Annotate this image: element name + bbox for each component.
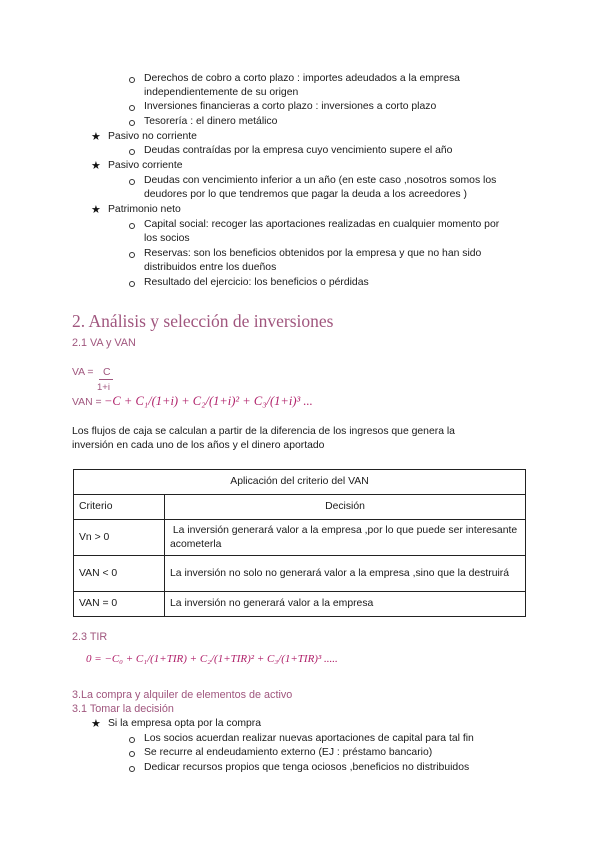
paragraph-line: inversión en cada uno de los años y el dinero aportado xyxy=(72,440,325,451)
table-row xyxy=(74,556,526,592)
list-item: Los socios acuerdan realizar nuevas aportaciones de capital para tal fin xyxy=(144,733,474,744)
list-item: Resultado del ejercicio: los beneficios o pérdidas xyxy=(144,277,369,288)
table-cell-decision: La inversión no solo no generará valor a la empresa ,sino que la destruirá xyxy=(165,556,526,592)
van-label: VAN = xyxy=(72,397,102,408)
list-item: Reservas: son los beneficios obtenidos por la empresa y que no han sido xyxy=(144,248,482,259)
table-cell-criterio: VAN < 0 xyxy=(74,556,165,592)
list-heading-pasivo-no-corriente: Pasivo no corriente xyxy=(108,131,197,142)
star-bullet-icon: ★ xyxy=(91,718,101,730)
bullet-circle xyxy=(129,223,135,229)
bullet-circle xyxy=(129,120,135,126)
subsection-3-1-heading: 3.1 Tomar la decisión xyxy=(72,703,174,715)
va-numerator: C xyxy=(103,367,111,378)
va-denominator: 1+i xyxy=(97,382,110,393)
bullet-circle xyxy=(129,737,135,743)
bullet-circle xyxy=(129,105,135,111)
list-heading-patrimonio-neto: Patrimonio neto xyxy=(108,204,181,215)
table-row xyxy=(74,592,526,617)
table-header-criterio: Criterio xyxy=(74,495,165,520)
list-item: Capital social: recoger las aportaciones realizadas en cualquier momento por xyxy=(144,219,500,230)
table-cell-criterio: VAN = 0 xyxy=(74,592,165,617)
bullet-circle xyxy=(129,149,135,155)
van-criteria-table xyxy=(73,469,526,617)
list-item: Derechos de cobro a corto plazo : importes adeudados a la empresa xyxy=(144,73,460,84)
table-cell-decision: La inversión no generará valor a la empresa xyxy=(165,592,526,617)
van-handwritten-formula: −C + C₁/(1+i) + C₂/(1+i)² + C₃/(1+i)³ ... xyxy=(104,394,313,408)
bullet-circle xyxy=(129,77,135,83)
list-item: Deudas contraídas por la empresa cuyo vencimiento supere el año xyxy=(144,145,453,156)
table-cell-decision: La inversión generará valor a la empresa ,por lo que puede ser interesante acometerla xyxy=(165,520,526,556)
star-bullet-icon: ★ xyxy=(91,160,101,172)
bullet-circle xyxy=(129,281,135,287)
table-cell-criterio: Vn > 0 xyxy=(74,520,165,556)
section-2-heading: 2. Análisis y selección de inversiones xyxy=(72,311,334,331)
table-row xyxy=(74,520,526,556)
list-item: Se recurre al endeudamiento externo (EJ : préstamo bancario) xyxy=(144,747,433,758)
star-bullet-icon: ★ xyxy=(91,131,101,143)
bullet-circle xyxy=(129,751,135,757)
fraction-bar xyxy=(99,379,113,380)
bullet-circle xyxy=(129,179,135,185)
list-item: Tesorería : el dinero metálico xyxy=(144,116,278,127)
star-bullet-icon: ★ xyxy=(91,204,101,216)
bullet-circle xyxy=(129,252,135,258)
list-item: Dedicar recursos propios que tenga ociosos ,beneficios no distribuidos xyxy=(144,762,470,773)
list-item: Inversiones financieras a corto plazo : inversiones a corto plazo xyxy=(144,101,437,112)
bullet-circle xyxy=(129,766,135,772)
paragraph-line: Los flujos de caja se calculan a partir de la diferencia de los ingresos que genera la xyxy=(72,426,455,437)
list-item: Deudas con vencimiento inferior a un año (en este caso ,nosotros somos los xyxy=(144,175,497,186)
list-heading-compra: Si la empresa opta por la compra xyxy=(108,718,262,729)
subsection-2-3-heading: 2.3 TIR xyxy=(72,631,108,643)
list-item-continued: deudores por lo que tendremos que pagar la deuda a los acreedores ) xyxy=(144,189,467,200)
subsection-2-1-heading: 2.1 VA y VAN xyxy=(72,337,136,349)
list-item-continued: los socios xyxy=(144,233,190,244)
tir-handwritten-formula: 0 = −C₀ + C₁/(1+TIR) + C₂/(1+TIR)² + C₃/(1+TIR)³ ..... xyxy=(86,653,338,665)
table-title: Aplicación del criterio del VAN xyxy=(74,470,526,495)
table-header-decision: Decisión xyxy=(165,495,526,520)
list-item-continued: distribuidos entre los dueños xyxy=(144,262,277,273)
list-item-continued: independientemente de su origen xyxy=(144,87,299,98)
va-label: VA = xyxy=(72,367,94,378)
list-heading-pasivo-corriente: Pasivo corriente xyxy=(108,160,183,171)
section-3-heading: 3.La compra y alquiler de elementos de activo xyxy=(72,689,293,701)
